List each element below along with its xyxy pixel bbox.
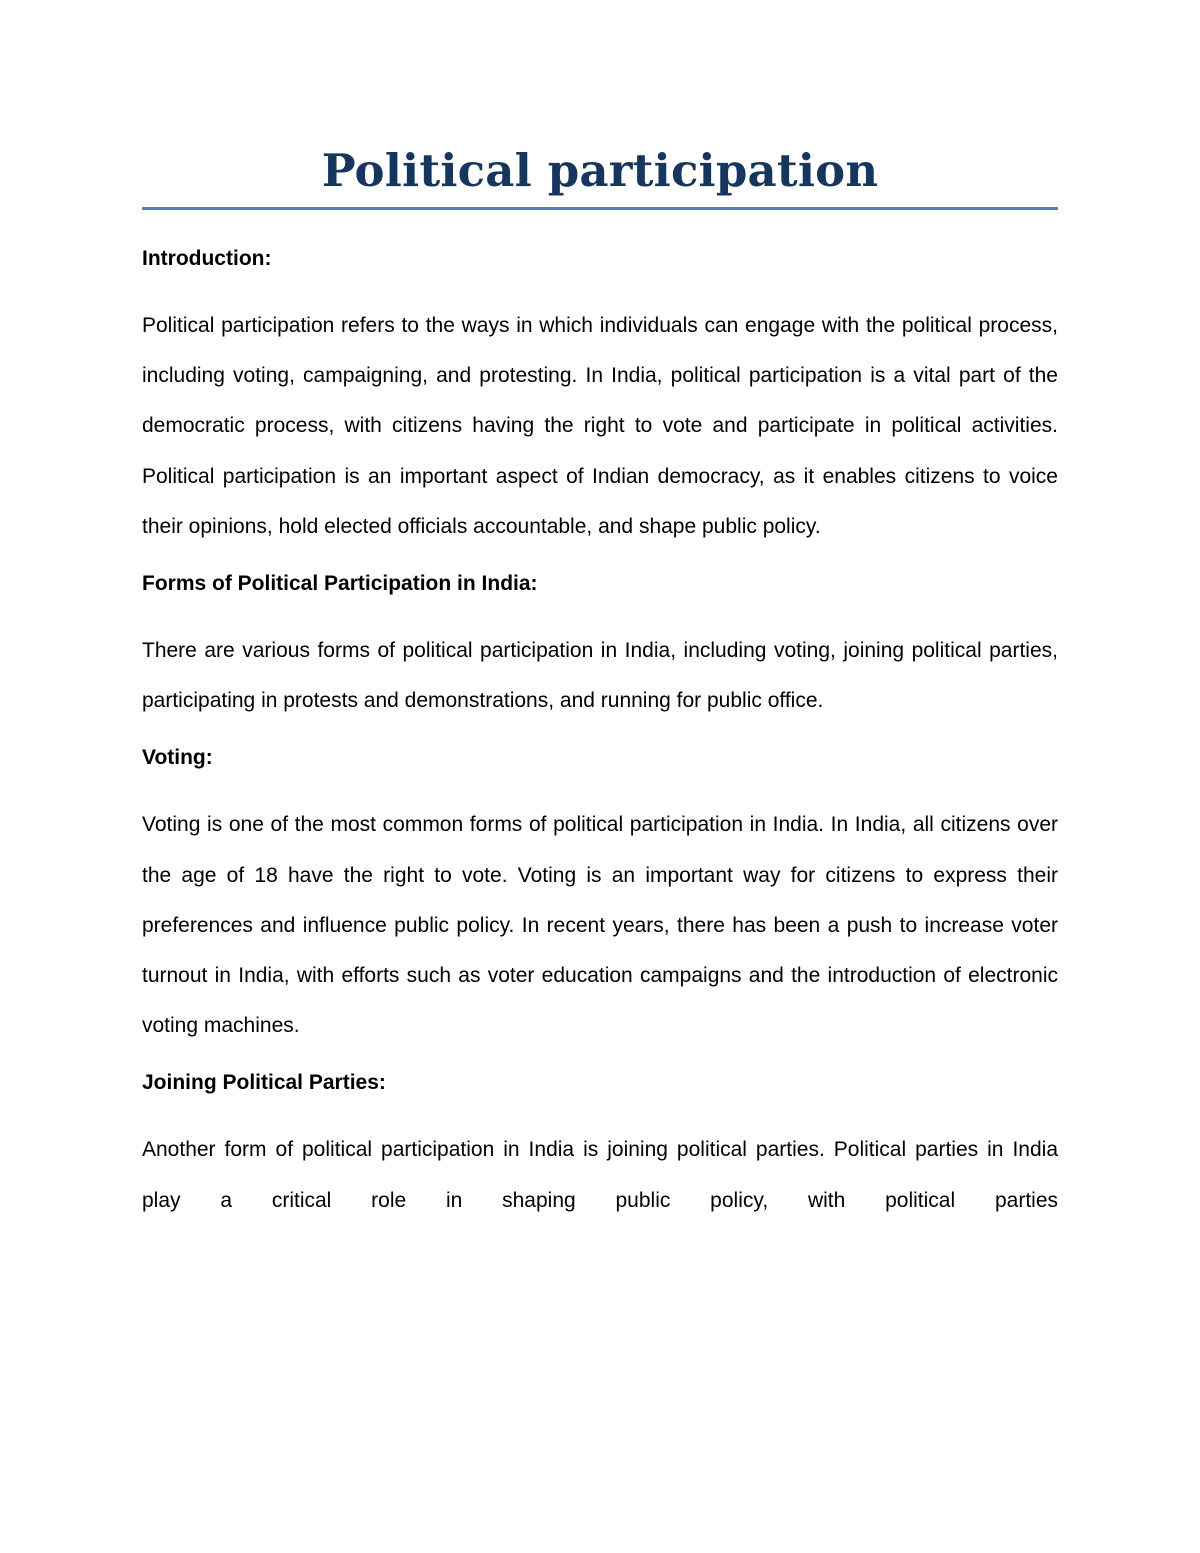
section-heading-joining-parties: Joining Political Parties: bbox=[142, 1071, 386, 1095]
section-heading-voting: Voting: bbox=[142, 746, 213, 770]
section-paragraph-voting: Voting is one of the most common forms of political participation in India. In India, all citizens over the age of 18 have the right to vote. Voting is an important way for citizens to express their preferences and influence public policy. In recent years, there has been a push to increase voter turnout in India, with efforts such as voter education campaigns and the introduction of electronic voting machines. bbox=[142, 813, 1058, 1038]
section-heading-forms: Forms of Political Participation in India: bbox=[142, 572, 538, 596]
title-underline bbox=[142, 207, 1058, 210]
page-title: Political participation bbox=[321, 144, 879, 197]
section-paragraph-introduction: Political participation refers to the ways in which individuals can engage with the political process, including voting, campaigning, and protesting. In India, political participation is a vital part of the democratic process, with citizens having the right to vote and participate in political activities. Political participation is an important aspect of Indian democracy, as it enables citizens to voice their opinions, hold elected officials accountable, and shape public policy. bbox=[142, 314, 1058, 538]
section-paragraph-joining-parties: Another form of political participation in India is joining political parties. Political parties in India play a critical role in shaping public policy, with political parties bbox=[142, 1138, 1058, 1212]
section-paragraph-forms: There are various forms of political participation in India, including voting, joining political parties, participating in protests and demonstrations, and running for public office. bbox=[142, 639, 1058, 713]
document-content bbox=[142, 140, 1058, 1226]
section-heading-introduction: Introduction: bbox=[142, 247, 272, 270]
